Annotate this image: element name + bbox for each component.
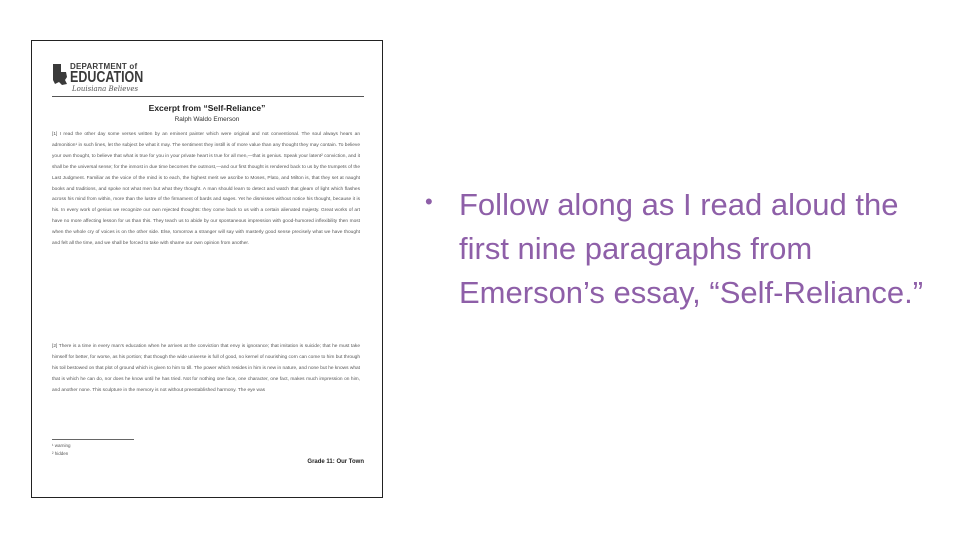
footnote-1: ¹ warning — [52, 443, 71, 448]
document-author: Ralph Waldo Emerson — [174, 116, 240, 123]
header-divider — [52, 96, 364, 97]
instruction-text: Follow along as I read aloud the first nine paragraphs from Emerson’s essay, “Self-Reliance.” — [459, 187, 924, 310]
document-footer: Grade 11: Our Town — [307, 459, 364, 465]
footnotes — [52, 442, 71, 458]
bullet-marker: • — [425, 189, 433, 214]
paragraph-2: [2] There is a time in every man’s education when he arrives at the conviction that envy is ignorance; that imitation is suicide; that he must take himself for better, for worse, as his portion; that though the wide universe is full of good, no kernel of nourishing corn can come to him but through his toil bestowed on that plot of ground which is given to him to till. The power which resides in him is new in nature, and none but he knows what that is which he can do, nor does he know until he has tried. Not for nothing one face, one character, one fact, makes much impression on him, and another none. This sculpture in the memory is not without preestablished harmony. The eye was — [52, 344, 360, 393]
paragraph-1: [1] I read the other day some verses written by an eminent painter which were original and not conventional. The soul always hears an admonition¹ in such lines, let the subject be what it may. The sentiment they instill is of more value than any thought they may contain. To believe your own thought, to believe that what is true for you in your private heart is true for all men,—that is genius. Speak your latent² conviction, and it shall be the universal sense; for the inmost in due time becomes the outmost,—and our first thought is rendered back to us by the trumpets of the Last Judgment. Familiar as the voice of the mind is to each, the highest merit we ascribe to Moses, Plato, and Milton is, that they set at naught books and traditions, and spoke not what men but what they thought. A man should learn to detect and watch that gleam of light which flashes across his mind from within, more than the lustre of the firmament of bards and sages. Yet he dismisses without notice his thought, because it is his. In every work of genius we recognize our own rejected thoughts: they come back to us with a certain alienated majesty. Great works of art have no more affecting lesson for us than this. They teach us to abide by our spontaneous impression with good-humored inflexibility then most when the whole cry of voices is on the other side. Else, tomorrow a stranger will say with masterly good sense precisely what we have thought and felt all the time, and we shall be forced to take with shame our own opinion from another. — [52, 132, 360, 247]
footnote-2: ² hidden — [52, 451, 69, 456]
logo-tagline: Louisiana Believes — [72, 85, 139, 93]
department-of-education-logo — [52, 61, 172, 97]
louisiana-state-icon — [52, 63, 68, 87]
footnote-divider — [52, 439, 134, 440]
document-page-image — [31, 40, 383, 498]
logo-department-text: DEPARTMENT of — [70, 62, 138, 71]
document-title: Excerpt from “Self-Reliance” — [148, 103, 266, 113]
logo-education-text: EDUCATION — [70, 69, 144, 86]
